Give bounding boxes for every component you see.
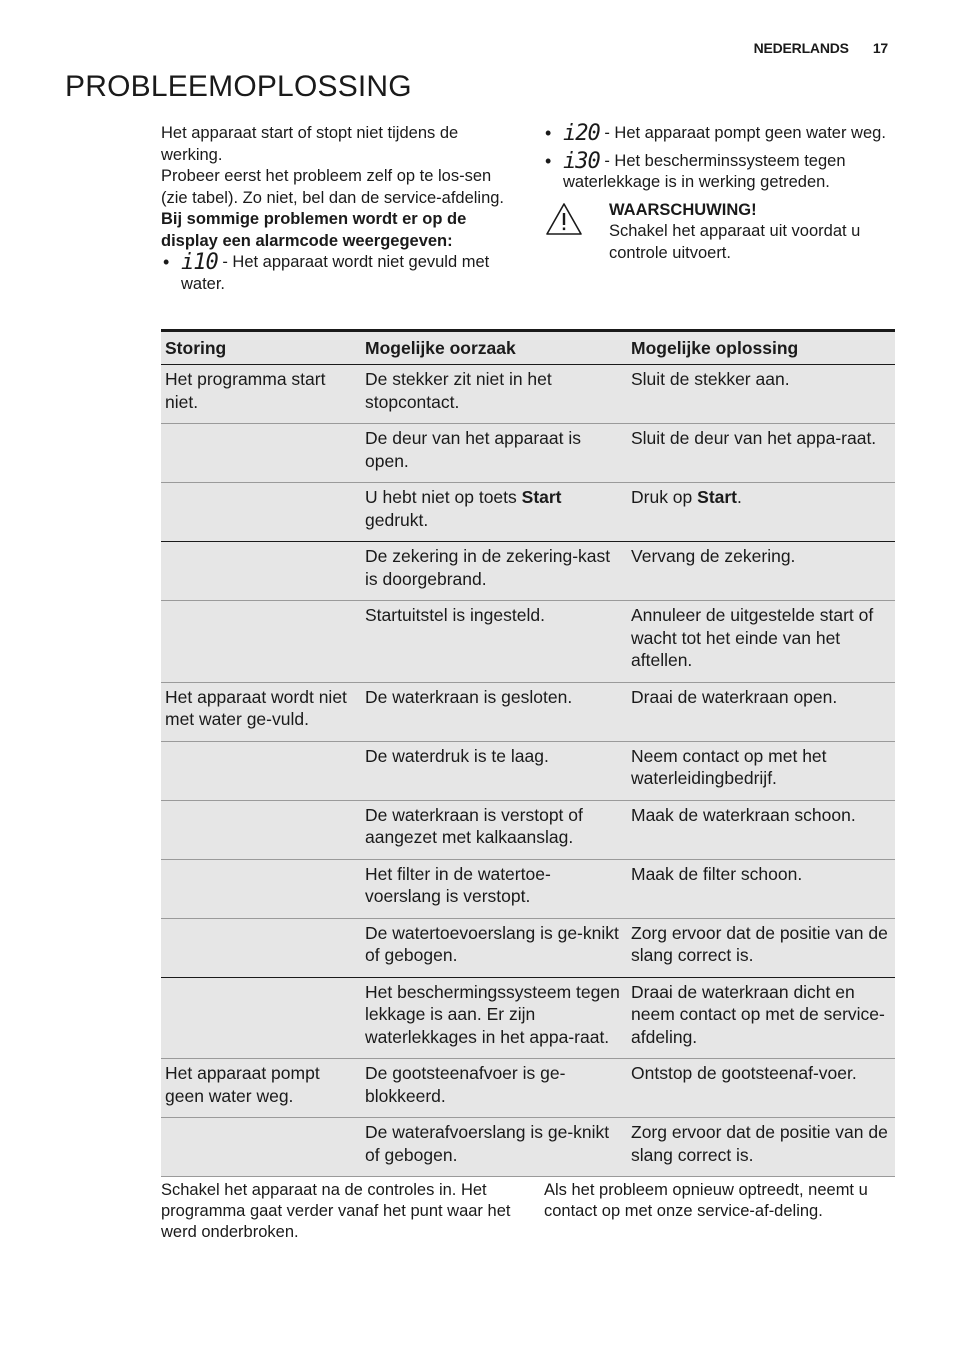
alarm-item-i10 xyxy=(161,252,521,295)
cell-storing xyxy=(161,424,361,483)
warning-title: WAARSCHUWING! xyxy=(609,200,757,219)
alarm-text: - Het apparaat pompt geen water weg. xyxy=(599,124,886,142)
cell-storing xyxy=(161,483,361,542)
cell-text: gedrukt. xyxy=(365,509,429,530)
alarm-code: i20 xyxy=(563,121,600,146)
cell-storing xyxy=(161,741,361,800)
table-row xyxy=(161,682,895,741)
cell-oplossing: Draai de waterkraan open. xyxy=(627,682,895,741)
cell-storing xyxy=(161,977,361,1059)
cell-oplossing xyxy=(627,483,895,542)
alarm-code: i10 xyxy=(181,250,218,275)
warning-text: Schakel het apparaat uit voordat u controle uitvoert. xyxy=(609,222,861,262)
table-row xyxy=(161,859,895,918)
intro-column xyxy=(161,123,521,295)
page-number: 17 xyxy=(872,40,888,56)
cell-storing: Het programma start niet. xyxy=(161,365,361,424)
cell-storing xyxy=(161,601,361,683)
page-header xyxy=(754,40,888,56)
header-oorzaak: Mogelijke oorzaak xyxy=(361,331,627,365)
cell-text: . xyxy=(737,487,742,507)
header-storing: Storing xyxy=(161,331,361,365)
cell-oorzaak: De stekker zit niet in het stopcontact. xyxy=(361,365,627,424)
table-row xyxy=(161,1118,895,1177)
alarm-item-i20 xyxy=(543,123,903,145)
table-row xyxy=(161,918,895,977)
cell-oorzaak: Het beschermingssysteem tegen lekkage is aan. Er zijn waterlekkages in het appa-raat. xyxy=(361,977,627,1059)
cell-storing: Het apparaat pompt geen water weg. xyxy=(161,1059,361,1118)
bullet-icon: • xyxy=(545,123,552,143)
troubleshooting-table xyxy=(161,329,895,1177)
table-row xyxy=(161,977,895,1059)
cell-oplossing: Neem contact op met het waterleidingbedrijf. xyxy=(627,741,895,800)
table-row xyxy=(161,365,895,424)
cell-oplossing: Sluit de stekker aan. xyxy=(627,365,895,424)
cell-oplossing: Sluit de deur van het appa-raat. xyxy=(627,424,895,483)
cell-text: U hebt niet op toets xyxy=(365,487,522,507)
footer-note-right: Als het probleem opnieuw optreedt, neemt u contact op met onze service-af-deling. xyxy=(544,1181,868,1220)
cell-oplossing: Zorg ervoor dat de positie van de slang correct is. xyxy=(627,1118,895,1177)
cell-oorzaak xyxy=(361,483,627,542)
cell-storing xyxy=(161,918,361,977)
cell-oplossing: Zorg ervoor dat de positie van de slang correct is. xyxy=(627,918,895,977)
cell-oplossing: Maak de waterkraan schoon. xyxy=(627,800,895,859)
language-label: NEDERLANDS xyxy=(753,40,849,56)
cell-oorzaak: De waterafvoerslang is ge-knikt of gebogen. xyxy=(361,1118,627,1177)
alarm-code: i30 xyxy=(563,148,600,174)
header-oplossing: Mogelijke oplossing xyxy=(627,331,895,365)
table-row xyxy=(161,601,895,683)
cell-oplossing: Draai de waterkraan dicht en neem contact op met de service-afdeling. xyxy=(627,977,895,1059)
cell-oplossing: Maak de filter schoon. xyxy=(627,859,895,918)
cell-oorzaak: De waterkraan is verstopt of aangezet met kalkaanslag. xyxy=(361,800,627,859)
alarm-text: - Het bescherminssysteem tegen waterlekkage is in werking getreden. xyxy=(563,151,846,191)
intro-alarm-note: Bij sommige problemen wordt er op de display een alarmcode weergegeven: xyxy=(161,210,467,250)
start-key-label: Start xyxy=(697,487,738,507)
table-row xyxy=(161,1059,895,1118)
table-header-row xyxy=(161,331,895,365)
intro-line-1: Het apparaat start of stopt niet tijdens de werking. xyxy=(161,124,459,164)
cell-oorzaak: De watertoevoerslang is ge-knikt of gebogen. xyxy=(361,918,627,977)
bullet-icon: • xyxy=(163,252,170,272)
cell-storing xyxy=(161,1118,361,1177)
cell-oorzaak: De waterkraan is gesloten. xyxy=(361,682,627,741)
warning-box xyxy=(543,200,903,265)
alarm-text: - Het apparaat wordt niet gevuld met water. xyxy=(181,253,490,293)
table-row xyxy=(161,800,895,859)
footer-note-left: Schakel het apparaat na de controles in. Het programma gaat verder vanaf het punt waar het werd onderbroken. xyxy=(161,1181,511,1241)
cell-oorzaak: Het filter in de watertoe-voerslang is verstopt. xyxy=(361,859,627,918)
cell-storing: Het apparaat wordt niet met water ge-vuld. xyxy=(161,682,361,741)
cell-text: Druk op xyxy=(631,487,698,507)
cell-oplossing: Annuleer de uitgestelde start of wacht tot het einde van het aftellen. xyxy=(627,601,895,683)
table-row xyxy=(161,542,895,601)
alarm-column xyxy=(543,123,903,264)
table-row xyxy=(161,741,895,800)
table-row xyxy=(161,424,895,483)
cell-oplossing: Ontstop de gootsteenaf-voer. xyxy=(627,1059,895,1118)
cell-oorzaak: Startuitstel is ingesteld. xyxy=(361,601,627,683)
start-key-label: Start xyxy=(521,487,562,507)
bullet-icon: • xyxy=(545,150,552,171)
cell-oorzaak: De gootsteenafvoer is ge-blokkeerd. xyxy=(361,1059,627,1118)
warning-triangle-icon xyxy=(545,202,583,236)
cell-oplossing: Vervang de zekering. xyxy=(627,542,895,601)
cell-storing xyxy=(161,800,361,859)
cell-storing xyxy=(161,542,361,601)
alarm-item-i30 xyxy=(543,148,903,194)
cell-oorzaak: De deur van het apparaat is open. xyxy=(361,424,627,483)
cell-oorzaak: De zekering in de zekering-kast is doorgebrand. xyxy=(361,542,627,601)
table-row xyxy=(161,483,895,542)
page-title: PROBLEEMOPLOSSING xyxy=(65,70,412,103)
cell-storing xyxy=(161,859,361,918)
intro-line-2: Probeer eerst het probleem zelf op te los-sen (zie tabel). Zo niet, bel dan de service-afdeling. xyxy=(161,167,505,207)
cell-oorzaak: De waterdruk is te laag. xyxy=(361,741,627,800)
